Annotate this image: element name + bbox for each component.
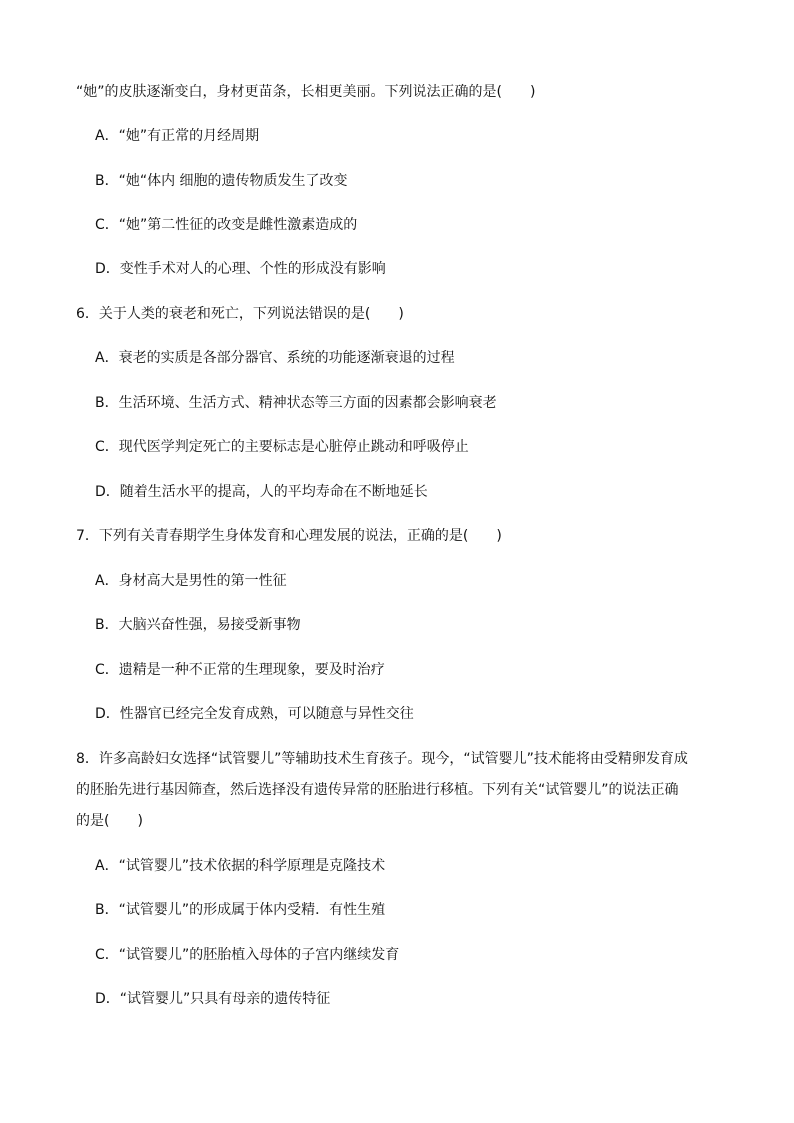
question-6-option-a: A．衰老的实质是各部分器官、系统的功能逐渐衰退的过程 xyxy=(95,350,455,366)
question-5-stem-tail: “她”的皮肤逐渐变白，身材更苗条，长相更美丽。下列说法正确的是( ) xyxy=(76,84,536,100)
question-7-stem: 7．下列有关青春期学生身体发育和心理发展的说法，正确的是( ) xyxy=(76,528,502,544)
question-8-option-d: D．“试管婴儿”只具有母亲的遗传特征 xyxy=(95,991,331,1007)
question-6-option-c: C．现代医学判定死亡的主要标志是心脏停止跳动和呼吸停止 xyxy=(95,439,469,455)
question-8-stem-line-2: 的胚胎先进行基因筛查，然后选择没有遗传异常的胚胎进行移植。下列有关“试管婴儿”的说法正确 xyxy=(76,782,679,798)
question-5-option-a: A．“她”有正常的月经周期 xyxy=(95,128,260,144)
question-8-option-a: A．“试管婴儿”技术依据的科学原理是克隆技术 xyxy=(95,858,386,874)
question-8-stem-line-3: 的是( ) xyxy=(76,813,143,829)
question-5-option-b: B．“她“体内 细胞的遗传物质发生了改变 xyxy=(95,173,348,189)
question-7-option-b: B．大脑兴奋性强，易接受新事物 xyxy=(95,617,301,633)
question-7-option-a: A．身材高大是男性的第一性征 xyxy=(95,573,287,589)
question-7-option-c: C．遗精是一种不正常的生理现象，要及时治疗 xyxy=(95,662,385,678)
question-7-option-d: D．性器官已经完全发育成熟，可以随意与异性交往 xyxy=(95,706,414,722)
question-6-option-b: B．生活环境、生活方式、精神状态等三方面的因素都会影响衰老 xyxy=(95,395,497,411)
question-5-option-c: C．“她”第二性征的改变是雌性激素造成的 xyxy=(95,217,358,233)
question-6-stem: 6．关于人类的衰老和死亡，下列说法错误的是( ) xyxy=(76,306,404,322)
question-8-option-c: C．“试管婴儿”的胚胎植入母体的子宫内继续发育 xyxy=(95,947,400,963)
question-8-stem-line-1: 8．许多高龄妇女选择“试管婴儿”等辅助技术生育孩子。现今，“试管婴儿”技术能将由受精卵发育成 xyxy=(76,751,688,767)
question-6-option-d: D．随着生活水平的提高，人的平均寿命在不断地延长 xyxy=(95,484,428,500)
question-5-option-d: D．变性手术对人的心理、个性的形成没有影响 xyxy=(95,261,386,277)
question-8-option-b: B．“试管婴儿”的形成属于体内受精．有性生殖 xyxy=(95,902,386,918)
